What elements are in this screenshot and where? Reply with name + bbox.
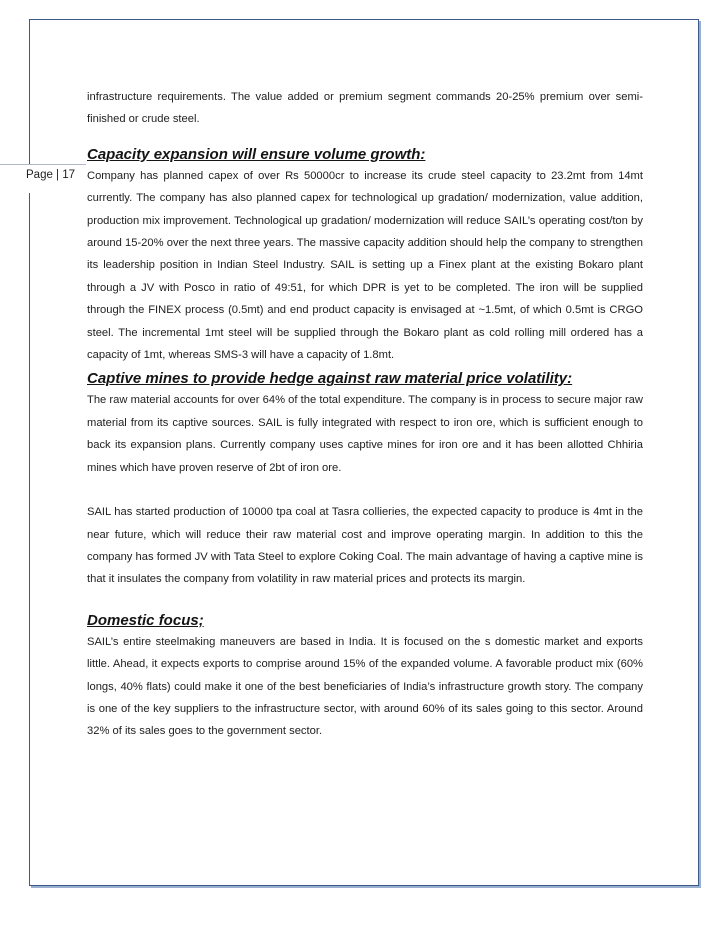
section-heading-domestic: Domestic focus; [87,611,204,629]
section-body-captive-mines-1: The raw material accounts for over 64% of the total expenditure. The company is in process to secure major raw material from its captive sources. SAIL is fully integrated with respect to iron ore, which is sufficient enough to back its expansion plans. Currently company uses captive mines for iron ore and it has been allotted Chhiria mines which have proven reserve of 2bt of iron ore. [87,394,643,474]
section-body-captive-mines-2: SAIL has started production of 10000 tpa coal at Tasra collieries, the expected capacity to produce is 4mt in the near future, which will reduce their raw material cost and improve operating margin. In addition to this the company has formed JV with Tata Steel to explore Coking Coal. The main advantage of having a captive mine is that it insulates the company from volatility in raw material prices and protects its margin. [87,506,643,586]
section-body-capacity: Company has planned capex of over Rs 50000cr to increase its crude steel capacity to 23.2mt from 14mt currently. The company has also planned capex for technological up gradation/ modernization, value addition, production mix improvement. Technological up gradation/ modernization will reduce SAIL’s operating cost/ton by around 15-20% over the next three years. The massive capacity addition should help the company to strengthen its leadership position in Indian Steel Industry. SAIL is setting up a Finex plant at the existing Bokaro plant through a JV with Posco in ratio of 49:51, for which DPR is yet to be completed. The iron will be supplied through the FINEX process (0.5mt) and end product capacity is envisaged at ~1.5mt, of which 0.5mt is CRGO steel. The incremental 1mt steel will be supplied through the Bokaro plant as cold rolling mill ordered has a capacity of 1mt, whereas SMS-3 will have a capacity of 1.8mt. [87,169,643,362]
document-body [87,86,643,743]
section-heading-capacity: Capacity expansion will ensure volume growth: [87,145,426,163]
section-heading-captive-mines: Captive mines to provide hedge against raw material price volatility: [87,370,573,388]
page-number-label: Page | 17 [26,169,76,181]
section-body-domestic: SAIL’s entire steelmaking maneuvers are based in India. It is focused on the s domestic market and exports little. Ahead, it expects exports to comprise around 15% of the expanded volume. A favorable product mix (60% longs, 40% flats) could make it one of the best beneficiaries of India’s infrastructure growth story. The company is one of the key suppliers to the infrastructure sector, with around 60% of its sales going to this sector. Around 32% of its sales goes to the government sector. [87,635,643,738]
intro-paragraph: infrastructure requirements. The value added or premium segment commands 20-25% premium over semi-finished or crude steel. [87,91,643,126]
